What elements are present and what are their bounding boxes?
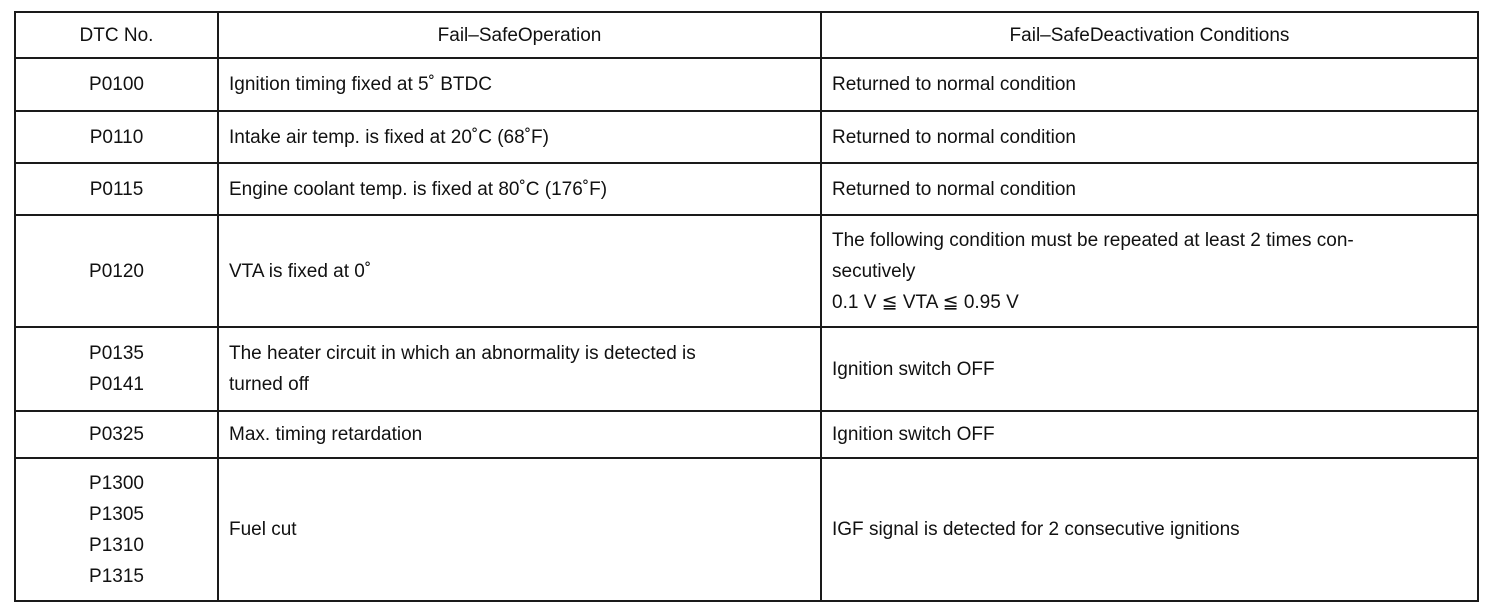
deactivation-cell [821,327,1478,411]
dtc-code: P0115 [89,178,144,200]
header-fail-safe-deactivation-conditions: Fail–SafeDeactivation Conditions [821,12,1478,58]
fail-safe-table [14,11,1479,602]
operation-text: The heater circuit in which an abnormality is detected is [229,343,696,364]
table-row [15,58,1478,111]
table-row [15,215,1478,327]
deactivation-text: secutively [832,260,916,282]
operation-text: Engine coolant temp. is fixed at 80˚C (176˚F) [229,178,608,200]
operation-text: VTA is fixed at 0˚ [229,260,372,282]
dtc-cell [15,327,218,411]
operation-cell [218,458,821,601]
deactivation-text: IGF signal is detected for 2 consecutive ignitions [832,519,1240,540]
table-header-row [15,12,1478,58]
dtc-code: P0141 [89,374,144,395]
operation-cell [218,327,821,411]
dtc-code: P0100 [89,74,144,95]
deactivation-cell [821,58,1478,111]
deactivation-text: The following condition must be repeated at least 2 times con- [832,229,1354,251]
operation-cell [218,411,821,458]
operation-cell [218,111,821,163]
table-row [15,111,1478,163]
header-fail-safe-operation: Fail–SafeOperation [218,12,821,58]
dtc-code: P0110 [89,126,144,148]
deactivation-text: Returned to normal condition [832,74,1076,95]
table-row [15,163,1478,215]
dtc-code: P1305 [89,503,144,525]
operation-text: Max. timing retardation [229,424,423,445]
operation-cell [218,163,821,215]
dtc-code: P1300 [89,472,144,494]
deactivation-text: Returned to normal condition [832,126,1076,148]
operation-cell [218,58,821,111]
operation-text: Ignition timing fixed at 5˚ BTDC [229,74,492,95]
dtc-code: P0120 [89,260,144,282]
dtc-cell [15,163,218,215]
deactivation-cell [821,215,1478,327]
table-row [15,327,1478,411]
dtc-code: P0325 [89,424,144,445]
deactivation-text: Returned to normal condition [832,178,1076,200]
dtc-code: P0135 [89,343,144,364]
deactivation-text: Ignition switch OFF [832,358,995,380]
operation-text: turned off [229,374,309,395]
deactivation-cell [821,411,1478,458]
dtc-cell [15,111,218,163]
table-row [15,458,1478,601]
dtc-cell [15,411,218,458]
operation-cell [218,215,821,327]
dtc-cell [15,58,218,111]
deactivation-cell [821,111,1478,163]
operation-text: Intake air temp. is fixed at 20˚C (68˚F) [229,126,549,148]
operation-text: Fuel cut [229,519,297,540]
dtc-code: P1310 [89,534,144,556]
dtc-code: P1315 [89,565,144,587]
deactivation-condition: 0.1 V ≦ VTA ≦ 0.95 V [832,291,1019,313]
table-row [15,411,1478,458]
deactivation-cell [821,163,1478,215]
dtc-cell [15,458,218,601]
dtc-cell [15,215,218,327]
deactivation-text: Ignition switch OFF [832,424,995,445]
deactivation-cell [821,458,1478,601]
header-dtc-no: DTC No. [15,12,218,58]
